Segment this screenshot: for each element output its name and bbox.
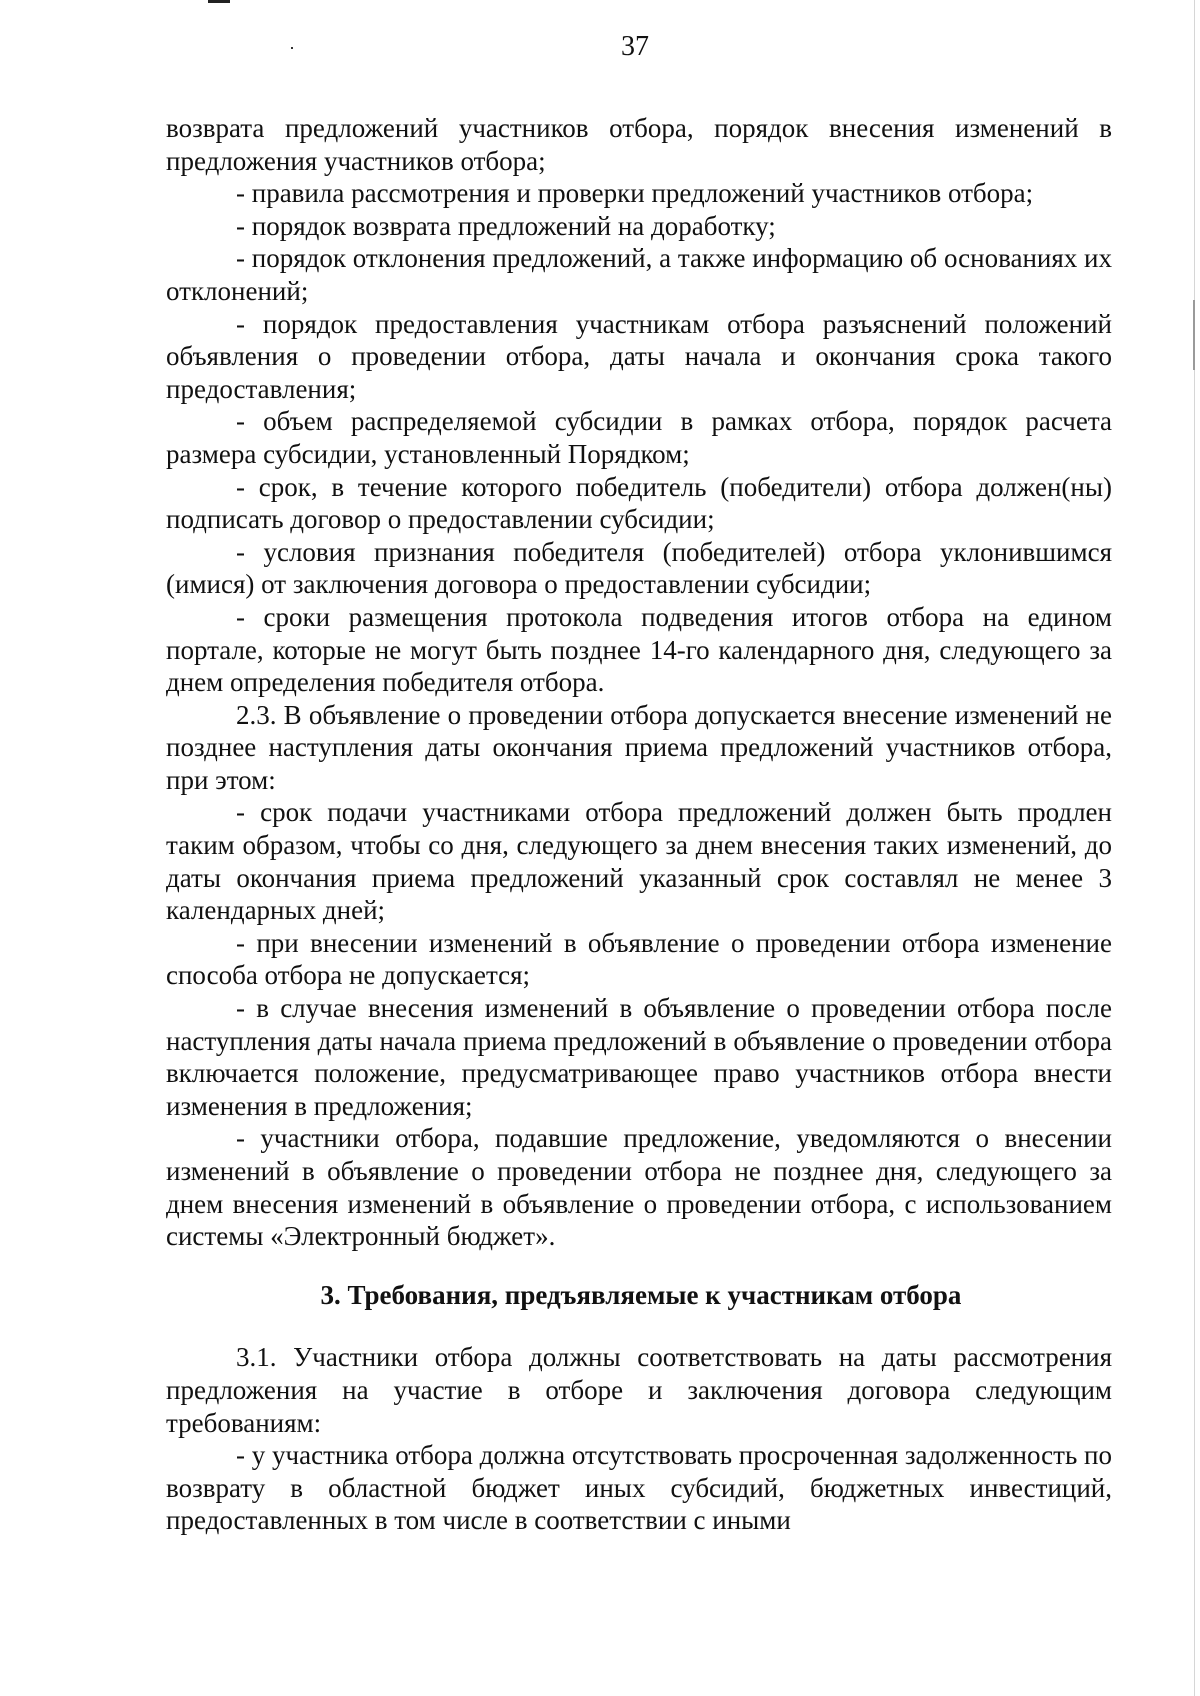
paragraph: - участники отбора, подавшие предложение, уведомляются о внесении изменений в объявление о проведении отбора не позднее дня, следующего за днем внесения изменений в объявление о проведении отбора, с использованием системы «Электронный бюджет».: [166, 1123, 1112, 1252]
paragraph: - правила рассмотрения и проверки предложений участников отбора;: [236, 178, 1034, 209]
paragraph: - порядок предоставления участникам отбора разъяснений положений объявления о проведении отбора, даты начала и окончания срока такого предоставления;: [166, 308, 1112, 404]
paragraph: 3.1. Участники отбора должны соответствовать на даты рассмотрения предложения на участие в отборе и заключения договора следующим требованиям:: [166, 1342, 1112, 1438]
scan-page-edge: [1194, 0, 1195, 1696]
paragraph: - порядок отклонения предложений, а также информацию об основаниях их отклонений;: [166, 243, 1112, 306]
paragraphs-before: [166, 112, 1112, 1253]
paragraph: возврата предложений участников отбора, порядок внесения изменений в предложения участников отбора;: [166, 113, 1112, 176]
paragraph: - срок, в течение которого победитель (победители) отбора должен(ны) подписать договор о предоставлении субсидии;: [166, 471, 1112, 535]
paragraphs-after: [166, 1341, 1112, 1537]
section-heading: 3. Требования, предъявляемые к участникам отбора: [320, 1279, 962, 1310]
paragraph: - в случае внесения изменений в объявление о проведении отбора после наступления даты начала приема предложений в объявление о проведении отбора включается положение, предусматривающее право участников отбора внести изменения в предложения;: [166, 993, 1112, 1121]
page-number: 37: [621, 31, 649, 62]
paragraph: - у участника отбора должна отсутствовать просроченная задолженность по возврату в областной бюджет иных субсидий, бюджетных инвестиций, предоставленных в том числе в соответствии с иными: [166, 1440, 1112, 1536]
scan-artifact-mark: [208, 0, 230, 3]
paragraph: 2.3. В объявление о проведении отбора допускается внесение изменений не позднее наступления даты окончания приема предложений участников отбора, при этом:: [166, 699, 1112, 795]
paragraph: - сроки размещения протокола подведения итогов отбора на едином портале, которые не могут быть позднее 14-го календарного дня, следующего за днем определения победителя отбора.: [166, 601, 1112, 698]
paragraph: - условия признания победителя (победителей) отбора уклонившимся (имися) от заключения договора о предоставлении субсидии;: [166, 536, 1112, 600]
scan-edge-artifact: [1193, 300, 1195, 370]
paragraph: - при внесении изменений в объявление о проведении отбора изменение способа отбора не допускается;: [166, 927, 1112, 991]
paragraph: - срок подачи участниками отбора предложений должен быть продлен таким образом, чтобы со дня, следующего за днем внесения таких изменений, до даты окончания приема предложений указанный срок составлял не менее 3 календарных дней;: [166, 797, 1112, 926]
paragraph: - порядок возврата предложений на доработку;: [236, 210, 776, 241]
paragraph: - объем распределяемой субсидии в рамках отбора, порядок расчета размера субсидии, установленный Порядком;: [166, 406, 1112, 469]
document-body: [166, 112, 1112, 1537]
